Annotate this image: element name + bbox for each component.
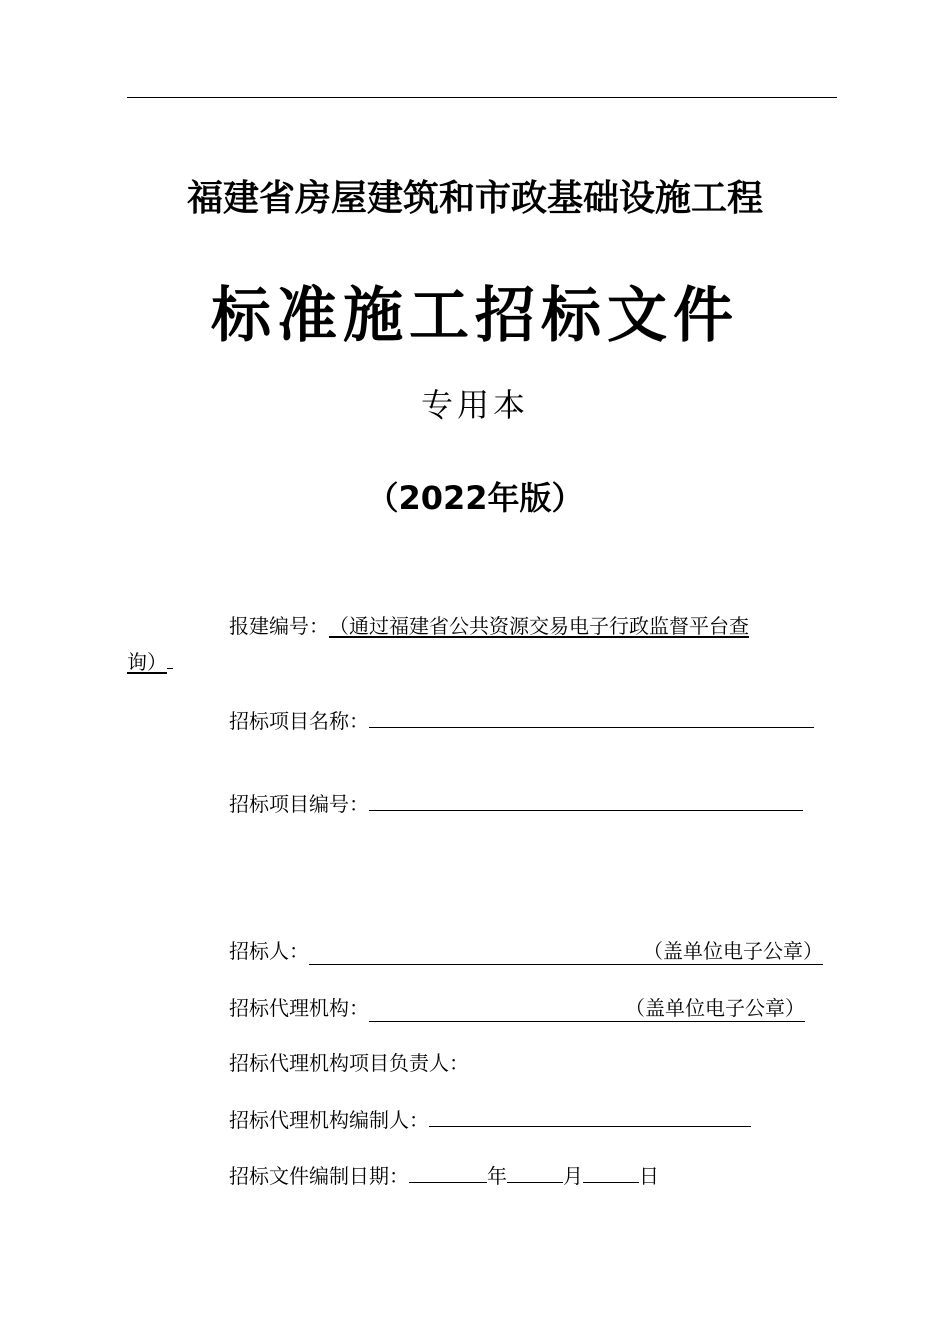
agency-head-row: [229, 1047, 469, 1076]
registration-no-value: （通过福建省公共资源交易电子行政监督平台查: [329, 614, 749, 638]
agency-label: 招标代理机构：: [229, 996, 369, 1020]
date-row: [229, 1160, 659, 1189]
tenderer-row: [229, 935, 823, 965]
date-year-unit: 年: [487, 1164, 507, 1188]
project-name-row: [229, 705, 814, 734]
document-subtitle: 专用本: [420, 386, 529, 424]
registration-no-row: [229, 610, 749, 639]
tenderer-seal-note: （盖单位电子公章）: [643, 939, 823, 963]
document-edition: （2022年版）: [366, 479, 584, 517]
date-month-unit: 月: [563, 1164, 583, 1188]
date-month-field[interactable]: [507, 1162, 563, 1183]
registration-no-row-cont: [127, 646, 173, 675]
date-day-field[interactable]: [583, 1162, 639, 1183]
document-title-line1: 福建省房屋建筑和市政基础设施工程: [186, 178, 763, 219]
registration-no-label: 报建编号：: [229, 614, 329, 638]
date-label: 招标文件编制日期：: [229, 1164, 409, 1188]
agency-seal-note: （盖单位电子公章）: [625, 996, 805, 1020]
agency-preparer-label: 招标代理机构编制人：: [229, 1108, 429, 1132]
tenderer-label: 招标人：: [229, 939, 309, 963]
document-title-line2: 标准施工招标文件: [211, 281, 739, 351]
tenderer-field[interactable]: [309, 935, 823, 965]
project-name-label: 招标项目名称：: [229, 709, 369, 733]
top-rule: [127, 97, 837, 98]
agency-row: [229, 992, 805, 1022]
agency-head-label: 招标代理机构项目负责人：: [229, 1051, 469, 1075]
date-day-unit: 日: [639, 1164, 659, 1188]
registration-no-value-cont: 询）: [127, 650, 167, 674]
agency-field[interactable]: [369, 992, 805, 1022]
project-no-label: 招标项目编号：: [229, 792, 369, 816]
agency-preparer-field[interactable]: [429, 1106, 751, 1127]
project-no-row: [229, 788, 803, 817]
agency-preparer-row: [229, 1104, 751, 1133]
date-year-field[interactable]: [409, 1162, 487, 1183]
project-no-field[interactable]: [369, 790, 803, 811]
project-name-field[interactable]: [369, 707, 814, 728]
